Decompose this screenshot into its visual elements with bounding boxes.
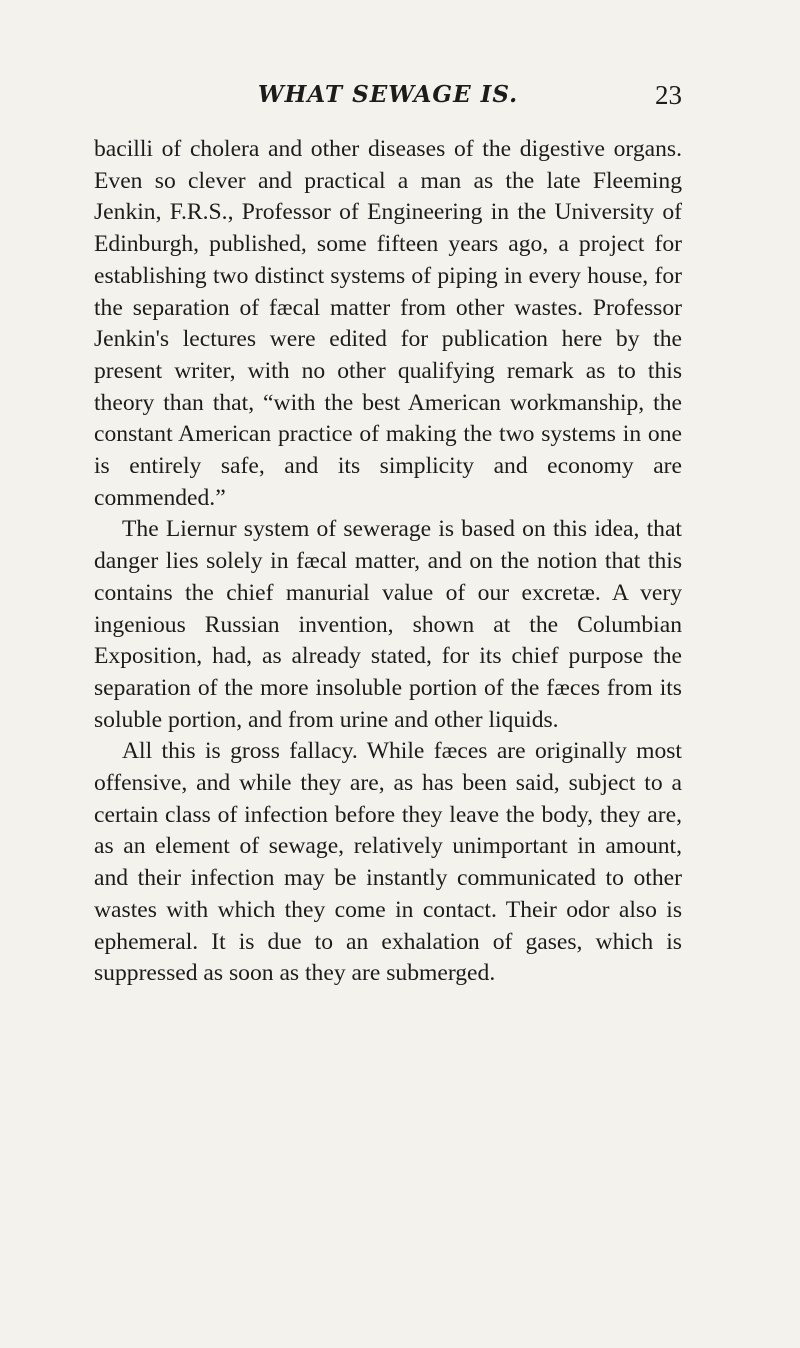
paragraph-continuation: bacilli of cholera and other diseases of the digestive organs. Even so clever and practical a man as the late Fleeming Jenkin, F.R.S., Professor of Engineering in the University of Edinburgh, published, some fifteen years ago, a project for establishing two distinct systems of piping in every house, for the separation of fæcal matter from other wastes. Professor Jenkin's lectures were edited for publication here by the present writer, with no other qualifying remark as to this theory than that, “with the best American workmanship, the constant American practice of making the two systems in one is entirely safe, and its simplicity and economy are commended.” <box>94 136 682 511</box>
running-title: WHAT SEWAGE IS. <box>257 81 519 108</box>
page-header <box>94 78 682 112</box>
paragraph-gross-fallacy: All this is gross fallacy. While fæces are originally most offensive, and while they are, as has been said, subject to a certain class of infection before they leave the body, they are, as an element of sewage, relatively unimportant in amount, and their infection may be instantly communicated to other wastes with which they come in contact. Their odor also is ephemeral. It is due to an exhalation of gases, which is suppressed as soon as they are submerged. <box>94 738 682 987</box>
body-text <box>94 134 682 990</box>
page-number: 23 <box>655 80 682 110</box>
paragraph-liernur-system: The Liernur system of sewerage is based on this idea, that danger lies solely in fæcal matter, and on the notion that this contains the chief manurial value of our excretæ. A very ingenious Russian invention, shown at the Columbian Exposition, had, as already stated, for its chief purpose the separation of the more insoluble portion of the fæces from its soluble portion, and from urine and other liquids. <box>94 516 682 733</box>
